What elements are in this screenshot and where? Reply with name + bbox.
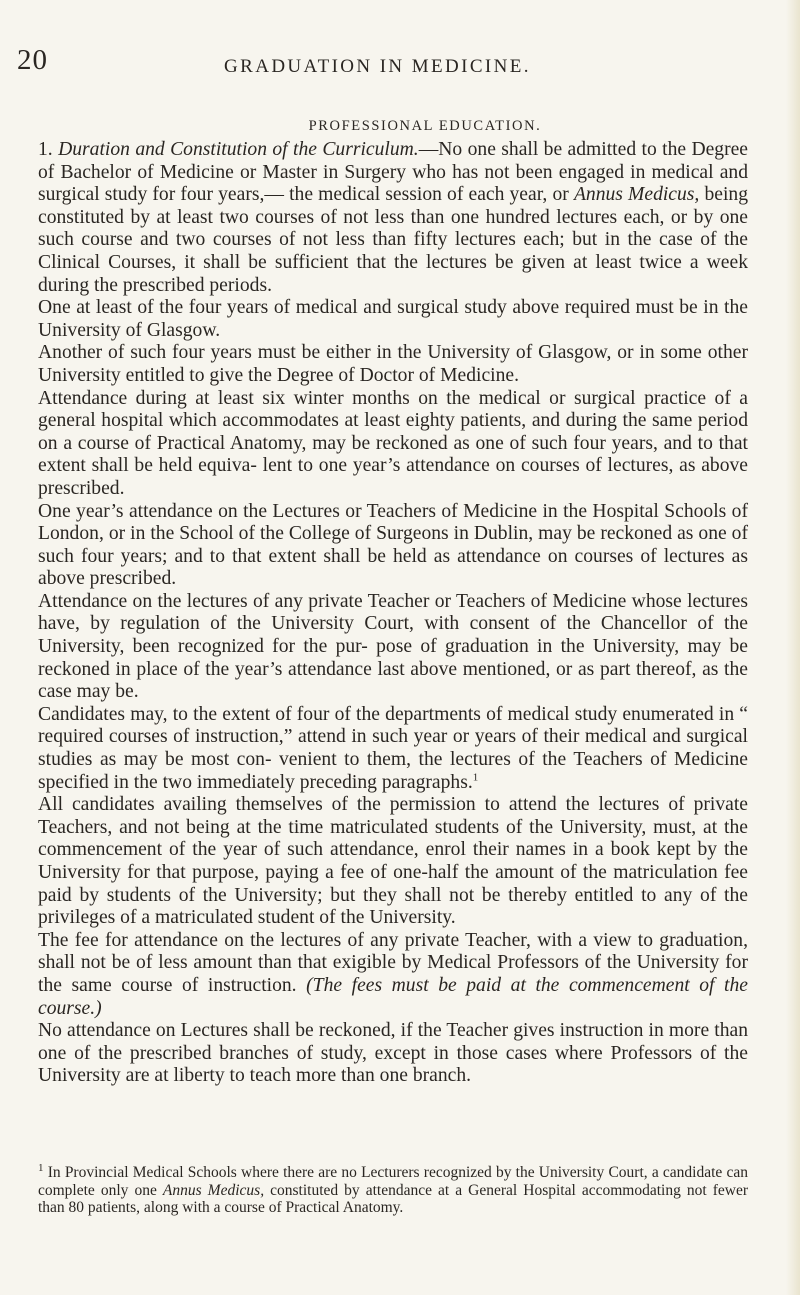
paragraph-8: All candidates availing themselves of the permission to attend the lectures of private Teachers, and not being at the time matriculated students of the University, must, at the commencement of the year of such attendance, enrol their names in a book kept by the University for that purpose, paying a fee of one-half the amount of the matriculation fee paid by students of the University; but they shall not be thereby entitled to any of the privileges of a matriculated student of the University. (38, 794, 748, 929)
paragraph-number: 1. (38, 139, 53, 160)
paragraph-3: Another of such four years must be either in the University of Glasgow, or in some other University entitled to give the Degree of Doctor of Medicine. (38, 342, 748, 386)
latin-term: Annus Medicus, (573, 184, 700, 206)
page-edge-shadow (786, 0, 800, 1295)
paragraph-6: Attendance on the lectures of any private Teacher or Teachers of Medicine whose lectures have, by regulation of the University Court, with consent of the Chancellor of the University, been recognized for the pur- pose of graduation in the University, may be reckoned in place of the year’s attendance last above mentioned, or as part thereof, as the case may be. (38, 590, 748, 703)
footnote-mark: 1 (38, 1161, 44, 1174)
paragraph-text: Candidates may, to the extent of four of the departments of medical study enumerated in “ required courses of instruction,” attend in such year or years of their medical and surgical studies as may be most con- venient to them, the lectures of the Teachers of Medicine specified in the two immediately preceding paragraphs. (38, 703, 748, 793)
paragraph-10: No attendance on Lectures shall be reckoned, if the Teacher gives instruction in more than one of the prescribed branches of study, except in those cases where Professors of the University are at liberty to teach more than one branch. (38, 1020, 748, 1087)
paragraph-text: —No one shall be admitted to the Degree of Bachelor of Medicine or Master in Surgery who has not been engaged in medical and surgical study for four years,— the medical session of each year, or (38, 139, 749, 206)
body-text (38, 139, 748, 1088)
paragraph-2: One at least of the four years of medical and surgical study above required must be in the University of Glasgow. (38, 297, 748, 341)
paragraph-1 (38, 139, 748, 297)
footnote-reference[interactable]: 1 (472, 771, 479, 784)
paragraph-9 (38, 930, 748, 1020)
italic-note: (The fees must be paid at the commencement of the course.) (38, 974, 748, 1019)
running-head: GRADUATION IN MEDICINE. (224, 56, 531, 77)
paragraph-text: being constituted by at least two courses of not less than one hundred lectures each, or by one such course and two courses of not less than fifty lectures each; but in the case of the Clinical Courses, it shall be sufficient that the lectures be given at least twice a week during the prescribed periods. (38, 184, 748, 296)
paragraph-heading: Duration and Constitution of the Curriculum. (58, 139, 419, 160)
paragraph-7 (38, 704, 748, 794)
section-title: PROFESSIONAL EDUCATION. (308, 118, 542, 134)
paragraph-text: The fee for attendance on the lectures of any private Teacher, with a view to graduation, shall not be of less amount than that exigible by Medical Professors of the University for the same course of instruction. (38, 929, 748, 996)
footnote-text: constituted by attendance at a General Hospital accommodating not fewer than 80 patients, along with a course of Practical Anatomy. (38, 1181, 749, 1216)
paragraph-5: One year’s attendance on the Lectures or Teachers of Medicine in the Hospital Schools of London, or in the School of the College of Surgeons in Dublin, may be reckoned as one of such four years; and to that extent shall be held as attendance on courses of lectures as above prescribed. (38, 500, 748, 590)
paragraph-4: Attendance during at least six winter months on the medical or surgical practice of a general hospital which accommodates at least eighty patients, and during the same period on a course of Practical Anatomy, may be reckoned as one of such four years, and to that extent shall be held equiva- lent to one year’s attendance on courses of lectures, as above prescribed. (38, 387, 748, 499)
page-number: 20 (17, 44, 48, 76)
latin-term: Annus Medicus, (162, 1181, 265, 1199)
footnote (38, 1161, 749, 1217)
footnote-text: In Provincial Medical Schools where there are no Lecturers recognized by the University Court, a candidate can complete only one (38, 1164, 748, 1199)
